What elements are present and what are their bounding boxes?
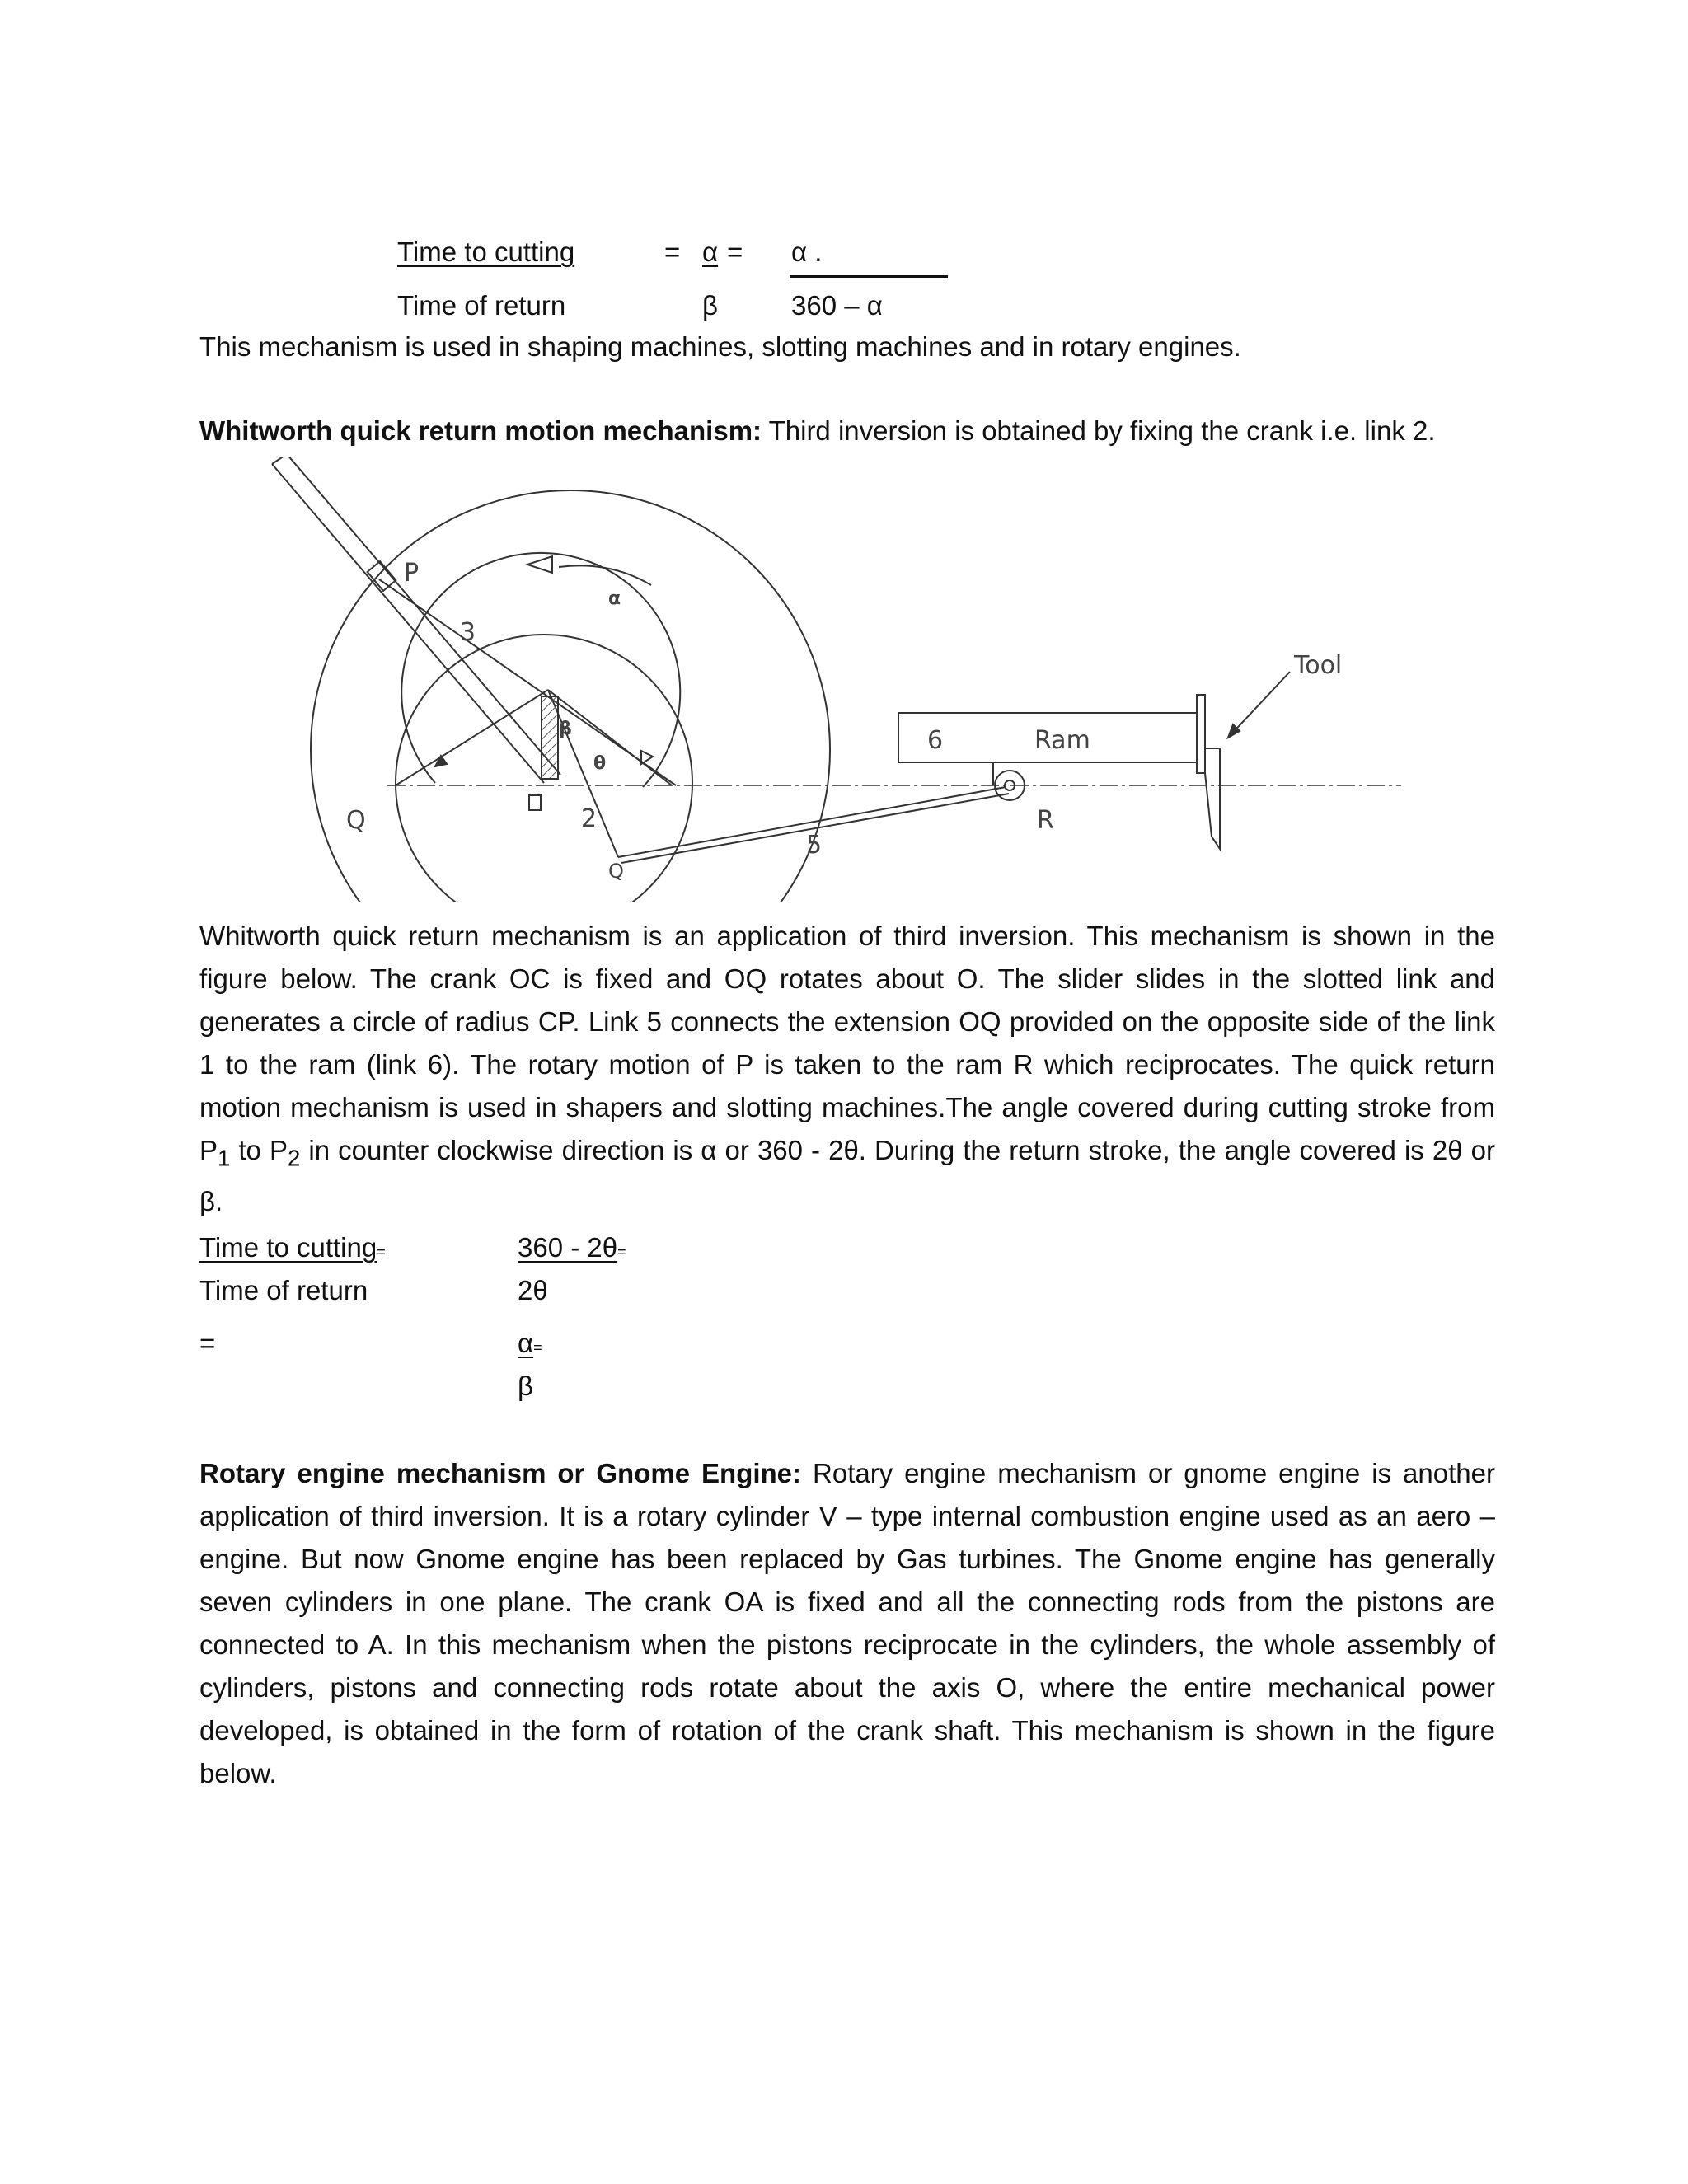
second-ratio-alpha-text: α [518,1328,534,1358]
tool-post [1205,748,1220,849]
whitworth-paragraph-part-3: in counter clockwise direction is α or 360 - 2θ. During the return stroke, the angle covered is 2θ or β. [199,1135,1495,1216]
label-link2: 2 [581,804,598,833]
whitworth-heading [199,415,1436,448]
rotary-engine-text: Rotary engine mechanism or gnome engine is another application of third inversion. It is a rotary cylinder V – type internal combustion engine used as an aero – engine. But now Gnome engine has been replaced by Gas turbines. The Gnome engine has generally seven cylinders in one plane. The crank OA is fixed and all the connecting rods from the pistons are connected to A. In this mechanism when the pistons reciprocate in the cylinders, the whole assembly of cylinders, pistons and connecting rods rotate about the axis O, where the entire mechanical power developed, is obtained in the form of rotation of the crank shaft. This mechanism is shown in the figure below. [199,1458,1495,1788]
second-ratio-alpha [518,1327,542,1364]
label-q-bottom: Q [608,860,624,883]
whitworth-heading-title: Whitworth quick return motion mechanism: [199,415,762,446]
label-link6: 6 [927,726,944,755]
second-ratio-lhs-numerator-text: Time to cutting [199,1232,377,1263]
ratio-rhs-numerator: α . [791,237,823,267]
whitworth-paragraph-part-1: Whitworth quick return mechanism is an application of third inversion. This mechanism is shown in the figure below. The crank OC is fixed and OQ rotates about O. The slider slides in the slotted link and generates a circle of radius CP. Link 5 connects the extension OQ provided on the opposite side of the link 1 to the ram (link 6). The rotary motion of P is taken to the ram R which reciprocates. The quick return motion mechanism is used in shapers and slotting machines.The angle covered during cutting stroke from P [199,921,1495,1165]
second-ratio-rhs-numerator [518,1231,626,1268]
ratio-mid-numerator: α [702,237,719,267]
label-q-left: Q [346,806,366,835]
label-p: P [404,559,420,588]
second-ratio-rhs-denominator: 2θ [518,1275,548,1305]
second-ratio-rhs-numerator-text: 360 - 2θ [518,1232,618,1263]
label-r: R [1037,806,1054,835]
label-link5: 5 [806,831,823,860]
rotary-engine-paragraph [199,1452,1495,1795]
ratio-mid-denominator: β [702,290,718,321]
label-theta: θ [593,753,607,774]
whitworth-paragraph-part-2: to P [230,1135,288,1165]
ratio-lhs-numerator: Time to cutting [397,237,575,267]
rotation-arc [559,565,651,585]
label-link3: 3 [460,618,476,647]
fraction-bar [790,275,948,278]
ratio-equals: = [664,237,681,267]
angle-arrow-left [435,756,447,766]
whitworth-heading-text: Third inversion is obtained by fixing the crank i.e. link 2. [762,415,1436,446]
label-beta: β [559,719,572,739]
ratio-equals-2: = [727,237,743,267]
second-ratio-lhs-numerator-eq: = [377,1244,386,1260]
angle-arrow-right [641,751,653,764]
second-ratio-beta: β [518,1371,533,1401]
rotation-arrow-head [528,556,552,573]
second-ratio-rhs-numerator-eq: = [617,1244,626,1260]
usage-sentence: This mechanism is used in shaping machines, slotting machines and in rotary engines. [199,331,1241,362]
second-ratio-equals: = [199,1328,216,1358]
slotted-link-end [272,457,287,464]
label-ram: Ram [1034,726,1090,755]
rotary-engine-title: Rotary engine mechanism or Gnome Engine: [199,1458,802,1488]
whitworth-paragraph [199,915,1495,1223]
ratio-lhs-denominator: Time of return [397,290,566,321]
pivot-o-box [529,795,541,810]
ram-head [1197,695,1205,773]
label-tool: Tool [1294,651,1343,680]
whitworth-mechanism-figure [264,457,1418,902]
second-ratio-alpha-eq: = [533,1339,542,1356]
label-alpha: α [608,588,621,609]
ratio-rhs-denominator: 360 – α [791,290,883,321]
second-ratio-lhs-numerator [199,1231,386,1268]
subscript-2: 2 [288,1145,301,1171]
second-ratio-lhs-denominator: Time of return [199,1275,368,1305]
subscript-1: 1 [218,1145,231,1171]
fixed-link-hatched [542,696,558,779]
large-circle [311,490,830,902]
